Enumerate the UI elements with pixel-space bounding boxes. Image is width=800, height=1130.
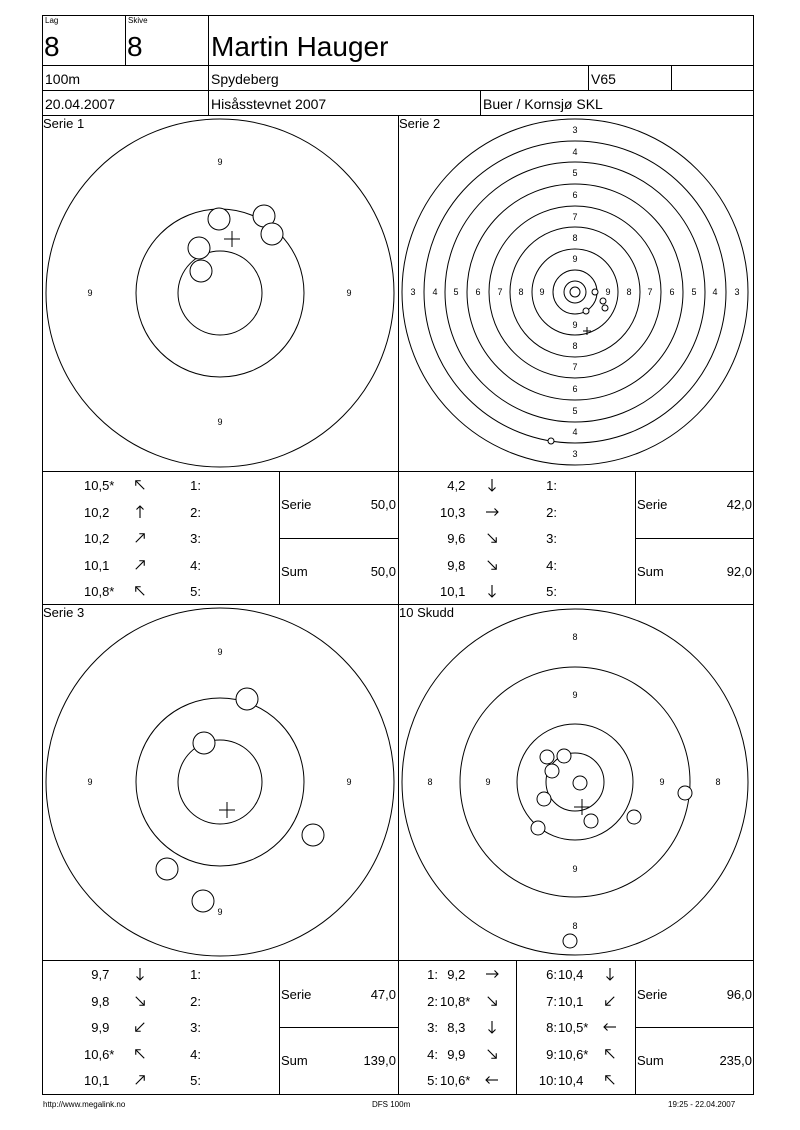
ring-label: 9 <box>217 157 223 167</box>
ring-label: 7 <box>572 362 578 372</box>
lag-value: 8 <box>44 31 60 62</box>
ring-label: 6 <box>475 287 481 297</box>
ring-label: 5 <box>691 287 697 297</box>
ring-label: 7 <box>647 287 653 297</box>
skive-value: 8 <box>127 31 143 62</box>
ring-label: 5 <box>572 406 578 416</box>
ring-label: 8 <box>626 287 632 297</box>
shot-row <box>398 993 516 1009</box>
shot-hole <box>188 237 210 259</box>
serie4-serie-value: 96,0 <box>726 987 752 1002</box>
shot-row <box>516 1046 635 1062</box>
serie3-sum-label: Sum <box>281 1053 308 1068</box>
shot-hole <box>156 858 178 880</box>
footer-program: DFS 100m <box>372 1100 411 1109</box>
panel-title-serie1: Serie 1 <box>43 116 85 131</box>
ring-label: 5 <box>453 287 459 297</box>
ring-label: 8 <box>572 632 578 642</box>
center-cross <box>219 802 235 818</box>
ring-label: 9 <box>87 777 93 787</box>
shot-hole <box>236 688 258 710</box>
direction-arrow-icon <box>602 1072 618 1088</box>
shot-number: 5: <box>546 584 557 599</box>
direction-arrow-icon <box>484 530 500 546</box>
ring-label: 9 <box>346 777 352 787</box>
shot-number: 4: <box>190 1046 201 1062</box>
shot-number: 8: <box>546 1020 557 1035</box>
shot-hole <box>540 750 554 764</box>
direction-arrow-icon <box>132 530 148 546</box>
score-block-serie3 <box>42 960 279 1095</box>
shot-value: 10,3 <box>440 504 466 520</box>
shot-number: 3: <box>546 531 557 546</box>
shot-hole <box>627 810 641 824</box>
serie4-sum-label: Sum <box>637 1053 664 1068</box>
ring-label: 6 <box>669 287 675 297</box>
shot-row <box>42 1072 279 1088</box>
shot-value: 10,1 <box>558 993 584 1009</box>
shot-value: 10,6* <box>84 1046 115 1062</box>
shot-hole <box>261 223 283 245</box>
shot-value: 9,8 <box>84 993 110 1009</box>
serie3-sum-value: 139,0 <box>363 1053 396 1068</box>
ring-label: 4 <box>572 147 578 157</box>
event-name: Hisåsstevnet 2007 <box>211 96 327 112</box>
shot-row <box>42 966 279 982</box>
shot-value: 10,1 <box>84 1073 110 1088</box>
shot-row <box>516 993 635 1009</box>
ring-label: 7 <box>572 212 578 222</box>
direction-arrow-icon <box>484 1046 500 1062</box>
shot-number: 5: <box>190 584 201 599</box>
ring-label: 9 <box>485 777 491 787</box>
shot-value: 10,4 <box>558 1073 584 1088</box>
ring-label: 7 <box>497 287 503 297</box>
direction-arrow-icon <box>484 1072 500 1088</box>
ring-label: 6 <box>572 384 578 394</box>
shot-value: 10,8* <box>84 584 115 599</box>
club-name: Buer / Kornsjø SKL <box>483 96 603 112</box>
shot-row <box>398 477 635 493</box>
shooter-name: Martin Hauger <box>211 31 389 62</box>
serie3-serie-value: 47,0 <box>370 987 396 1002</box>
shot-value: 9,8 <box>440 557 466 573</box>
shot-hole <box>208 208 230 230</box>
shot-hole <box>531 821 545 835</box>
direction-arrow-icon <box>602 993 618 1009</box>
shot-number: 3: <box>190 1020 201 1035</box>
direction-arrow-icon <box>602 966 618 982</box>
ring-label: 9 <box>572 254 578 264</box>
shot-value: 10,4 <box>558 967 584 982</box>
ring-label: 6 <box>572 190 578 200</box>
ring-label: 3 <box>572 125 578 135</box>
skive-label: Skive <box>128 16 148 25</box>
shot-hole <box>584 814 598 828</box>
direction-arrow-icon <box>132 1072 148 1088</box>
shot-number: 2: <box>546 504 557 520</box>
serie3-serie-label: Serie <box>281 987 312 1002</box>
serie1-sum-label: Sum <box>281 564 308 579</box>
direction-arrow-icon <box>484 966 500 982</box>
shot-number: 5: <box>190 1073 201 1088</box>
shot-row <box>42 583 279 599</box>
shot-row <box>398 966 516 982</box>
ring-label: 8 <box>518 287 524 297</box>
ring-label: 9 <box>572 320 578 330</box>
shot-number: 1: <box>546 478 557 493</box>
shot-row <box>398 557 635 573</box>
shot-row <box>398 530 635 546</box>
shot-row <box>42 530 279 546</box>
shot-row <box>42 504 279 520</box>
target-serie1 <box>42 115 398 471</box>
shot-hole <box>573 776 587 790</box>
shot-value: 10,2 <box>84 504 110 520</box>
shot-value: 9,9 <box>84 1020 110 1035</box>
shot-number: 3: <box>427 1020 438 1035</box>
center-cross <box>224 231 240 247</box>
shot-hole <box>583 308 589 314</box>
shot-hole <box>537 792 551 806</box>
shot-hole <box>192 890 214 912</box>
center-cross <box>574 799 590 815</box>
shot-value: 10,8* <box>440 993 471 1009</box>
ring-label: 4 <box>712 287 718 297</box>
shot-value: 10,2 <box>84 531 110 546</box>
shot-number: 1: <box>190 478 201 493</box>
target-serie3 <box>42 604 398 960</box>
ring-label: 9 <box>87 288 93 298</box>
serie2-serie-label: Serie <box>637 497 668 512</box>
serie4-serie-label: Serie <box>637 987 668 1002</box>
shot-hole <box>302 824 324 846</box>
serie4-sum-value: 235,0 <box>719 1053 752 1068</box>
shot-row <box>398 1019 516 1035</box>
serie1-serie-label: Serie <box>281 497 312 512</box>
shot-hole <box>545 764 559 778</box>
direction-arrow-icon <box>132 1046 148 1062</box>
shot-hole <box>592 289 598 295</box>
direction-arrow-icon <box>602 1019 618 1035</box>
shot-row <box>398 504 635 520</box>
ring-label: 4 <box>432 287 438 297</box>
shot-number: 4: <box>546 557 557 573</box>
shot-number: 1: <box>427 967 438 982</box>
direction-arrow-icon <box>132 993 148 1009</box>
ring-label: 5 <box>572 168 578 178</box>
shot-number: 2: <box>427 993 438 1009</box>
shot-hole <box>193 732 215 754</box>
shot-number: 4: <box>190 557 201 573</box>
shot-value: 9,9 <box>440 1046 466 1062</box>
score-block-serie4-right <box>516 960 635 1095</box>
direction-arrow-icon <box>602 1046 618 1062</box>
direction-arrow-icon <box>132 477 148 493</box>
shot-value: 10,6* <box>558 1046 589 1062</box>
footer-url: http://www.megalink.no <box>43 1100 126 1109</box>
ring-label: 9 <box>659 777 665 787</box>
shot-hole <box>190 260 212 282</box>
score-block-serie2 <box>398 471 635 604</box>
shot-row <box>398 583 635 599</box>
serie1-sum-value: 50,0 <box>370 564 396 579</box>
serie2-sum-label: Sum <box>637 564 664 579</box>
shot-number: 2: <box>190 993 201 1009</box>
serie2-serie-value: 42,0 <box>726 497 752 512</box>
shot-row <box>42 557 279 573</box>
score-block-serie4-left <box>398 960 516 1095</box>
shot-value: 10,5* <box>558 1020 589 1035</box>
ring-label: 9 <box>346 288 352 298</box>
shot-number: 7: <box>546 993 557 1009</box>
ring-label: 9 <box>539 287 545 297</box>
shot-number: 9: <box>546 1046 557 1062</box>
shot-row <box>398 1072 516 1088</box>
direction-arrow-icon <box>132 583 148 599</box>
direction-arrow-icon <box>484 477 500 493</box>
ring-label: 9 <box>572 690 578 700</box>
shot-row <box>516 966 635 982</box>
ring-label: 3 <box>410 287 416 297</box>
ring-label: 8 <box>572 921 578 931</box>
shot-value: 9,7 <box>84 967 110 982</box>
shot-hole <box>563 934 577 948</box>
shot-hole <box>678 786 692 800</box>
ring-label: 3 <box>734 287 740 297</box>
ring-label: 8 <box>715 777 721 787</box>
shot-value: 9,6 <box>440 531 466 546</box>
ring-label: 9 <box>217 647 223 657</box>
direction-arrow-icon <box>484 504 500 520</box>
shot-value: 4,2 <box>440 478 466 493</box>
direction-arrow-icon <box>132 966 148 982</box>
shot-value: 8,3 <box>440 1020 466 1035</box>
serie2-sum-value: 92,0 <box>726 564 752 579</box>
shot-row <box>398 1046 516 1062</box>
direction-arrow-icon <box>484 993 500 1009</box>
shot-row <box>42 993 279 1009</box>
shooter-class: V65 <box>591 71 616 87</box>
panel-title-serie3: Serie 3 <box>43 605 85 620</box>
target-serie2 <box>398 115 754 471</box>
serie1-serie-value: 50,0 <box>370 497 396 512</box>
direction-arrow-icon <box>484 1019 500 1035</box>
ring-label: 8 <box>427 777 433 787</box>
shot-hole <box>548 438 554 444</box>
direction-arrow-icon <box>484 583 500 599</box>
lag-label: Lag <box>45 16 59 25</box>
ring-label: 8 <box>572 233 578 243</box>
shot-value: 10,1 <box>440 584 466 599</box>
shot-row <box>42 477 279 493</box>
shot-number: 6: <box>546 967 557 982</box>
shot-value: 10,6* <box>440 1073 471 1088</box>
ring-label: 9 <box>605 287 611 297</box>
shot-hole <box>602 305 608 311</box>
ring-label: 9 <box>217 907 223 917</box>
shot-row <box>516 1072 635 1088</box>
shot-hole <box>600 298 606 304</box>
shot-row <box>516 1019 635 1035</box>
target-10-skudd <box>398 604 754 960</box>
direction-arrow-icon <box>132 504 148 520</box>
shot-value: 10,5* <box>84 478 115 493</box>
shot-number: 1: <box>190 967 201 982</box>
ring-label: 3 <box>572 449 578 459</box>
shot-number: 5: <box>427 1073 438 1088</box>
date: 20.04.2007 <box>45 96 116 112</box>
shot-number: 4: <box>427 1046 438 1062</box>
shot-row <box>42 1046 279 1062</box>
score-block-serie1 <box>42 471 279 604</box>
panel-title-10-skudd: 10 Skudd <box>399 605 454 620</box>
shot-row <box>42 1019 279 1035</box>
panel-title-serie2: Serie 2 <box>399 116 441 131</box>
direction-arrow-icon <box>484 557 500 573</box>
ring-label: 4 <box>572 427 578 437</box>
direction-arrow-icon <box>132 557 148 573</box>
shot-value: 9,2 <box>440 967 466 982</box>
ring-label: 9 <box>572 864 578 874</box>
ring-label: 8 <box>572 341 578 351</box>
distance: 100m <box>45 71 81 87</box>
shot-hole <box>557 749 571 763</box>
direction-arrow-icon <box>132 1019 148 1035</box>
ring-label: 9 <box>217 417 223 427</box>
location: Spydeberg <box>211 71 279 87</box>
shot-value: 10,1 <box>84 557 110 573</box>
shot-number: 3: <box>190 531 201 546</box>
footer-timestamp: 19:25 - 22.04.2007 <box>668 1100 736 1109</box>
shot-number: 10: <box>538 1073 557 1088</box>
shot-number: 2: <box>190 504 201 520</box>
